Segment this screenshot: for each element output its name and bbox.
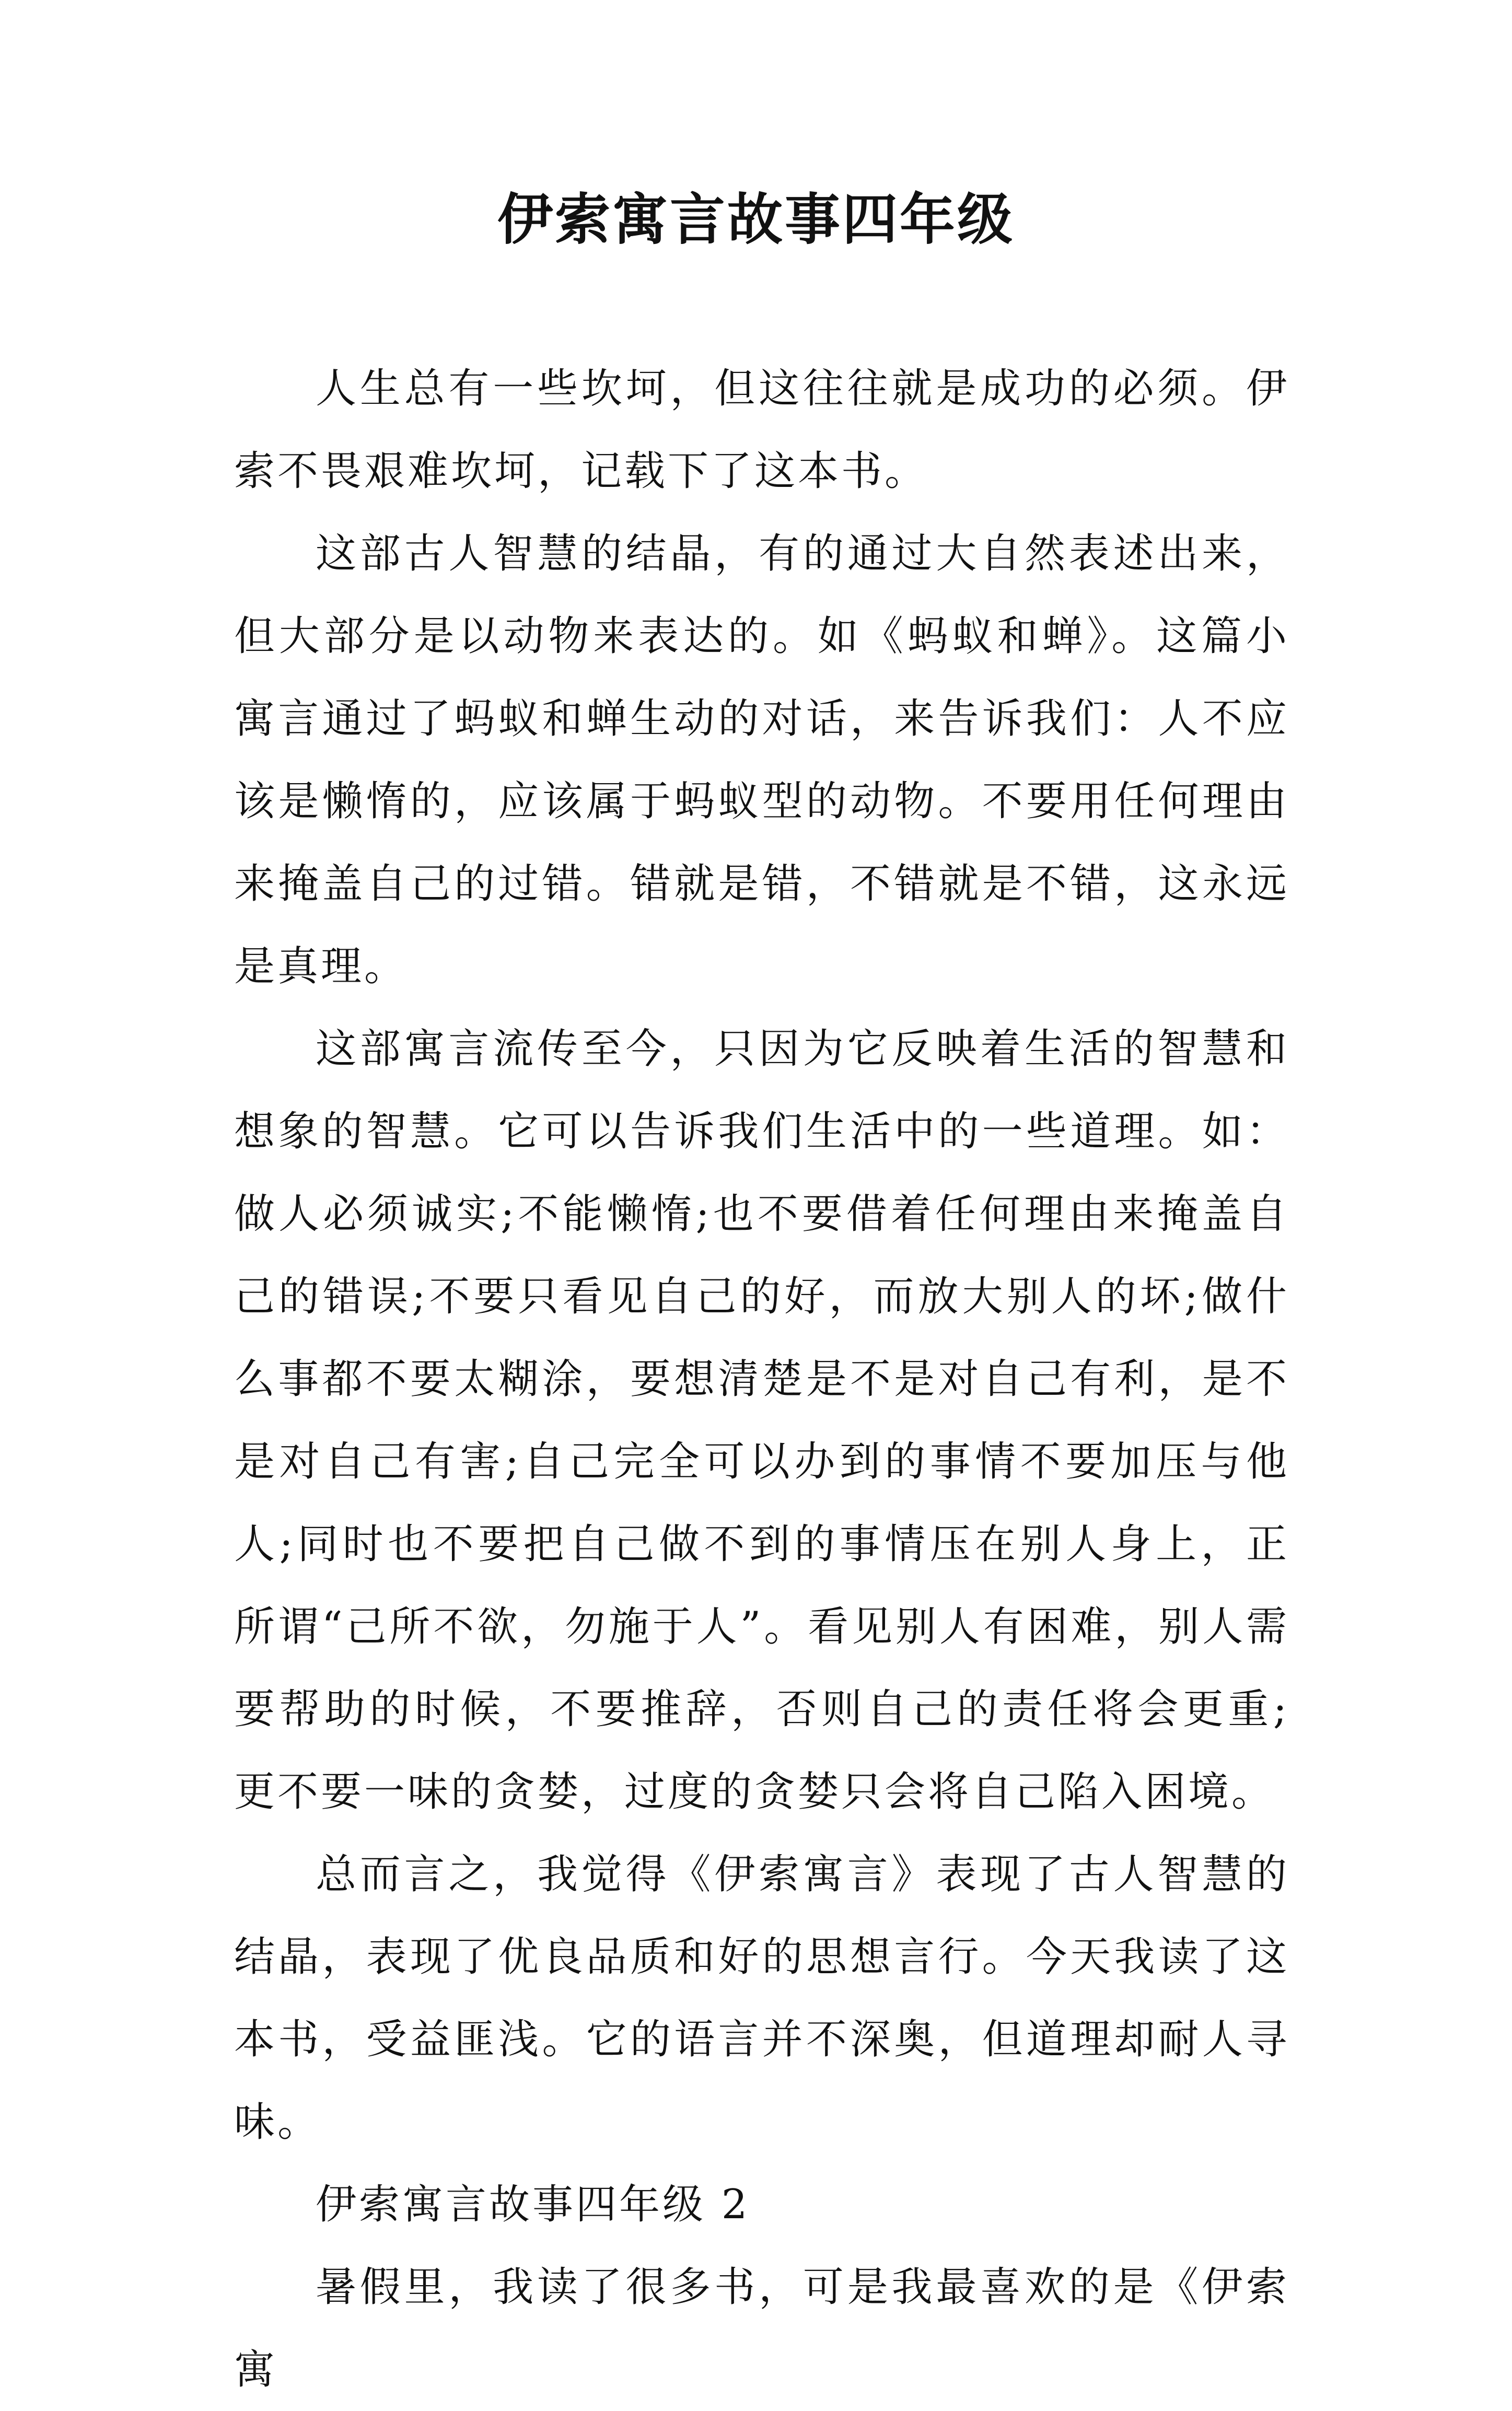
document-title: 伊索寓言故事四年级	[497, 187, 1015, 252]
section-heading-2: 伊索寓言故事四年级 2	[316, 2181, 750, 2228]
paragraph-5: 暑假里，我读了很多书，可是我最喜欢的是《伊索寓	[234, 2264, 1289, 2393]
document-body	[234, 347, 1289, 2411]
paragraph-3: 这部寓言流传至今，只因为它反映着生活的智慧和想象的智慧。它可以告诉我们生活中的一些道理。如：做人必须诚实;不能懒惰;也不要借着任何理由来掩盖自己的错误;不要只看见自己的好，而放大别人的坏;做什么事都不要太糊涂，要想清楚是不是对自己有利，是不是对自己有害;自己完全可以办到的事情不要加压与他人;同时也不要把自己做不到的事情压在别人身上，正所谓“己所不欲，勿施于人”。看见别人有困难，别人需要帮助的时候，不要推辞，否则自己的责任将会更重;更不要一味的贪婪，过度的贪婪只会将自己陷入困境。	[234, 1026, 1289, 1815]
paragraph-1: 人生总有一些坎坷，但这往往就是成功的必须。伊索不畏艰难坎坷，记载下了这本书。	[234, 365, 1289, 495]
paragraph-4: 总而言之，我觉得《伊索寓言》表现了古人智慧的结晶，表现了优良品质和好的思想言行。今天我读了这本书，受益匪浅。它的语言并不深奥，但道理却耐人寻味。	[234, 1851, 1289, 2146]
paragraph-2: 这部古人智慧的结晶，有的通过大自然表述出来，但大部分是以动物来表达的。如《蚂蚁和蝉》。这篇小寓言通过了蚂蚁和蝉生动的对话，来告诉我们：人不应该是懒惰的，应该属于蚂蚁型的动物。不要用任何理由来掩盖自己的过错。错就是错，不错就是不错，这永远是真理。	[234, 530, 1289, 990]
